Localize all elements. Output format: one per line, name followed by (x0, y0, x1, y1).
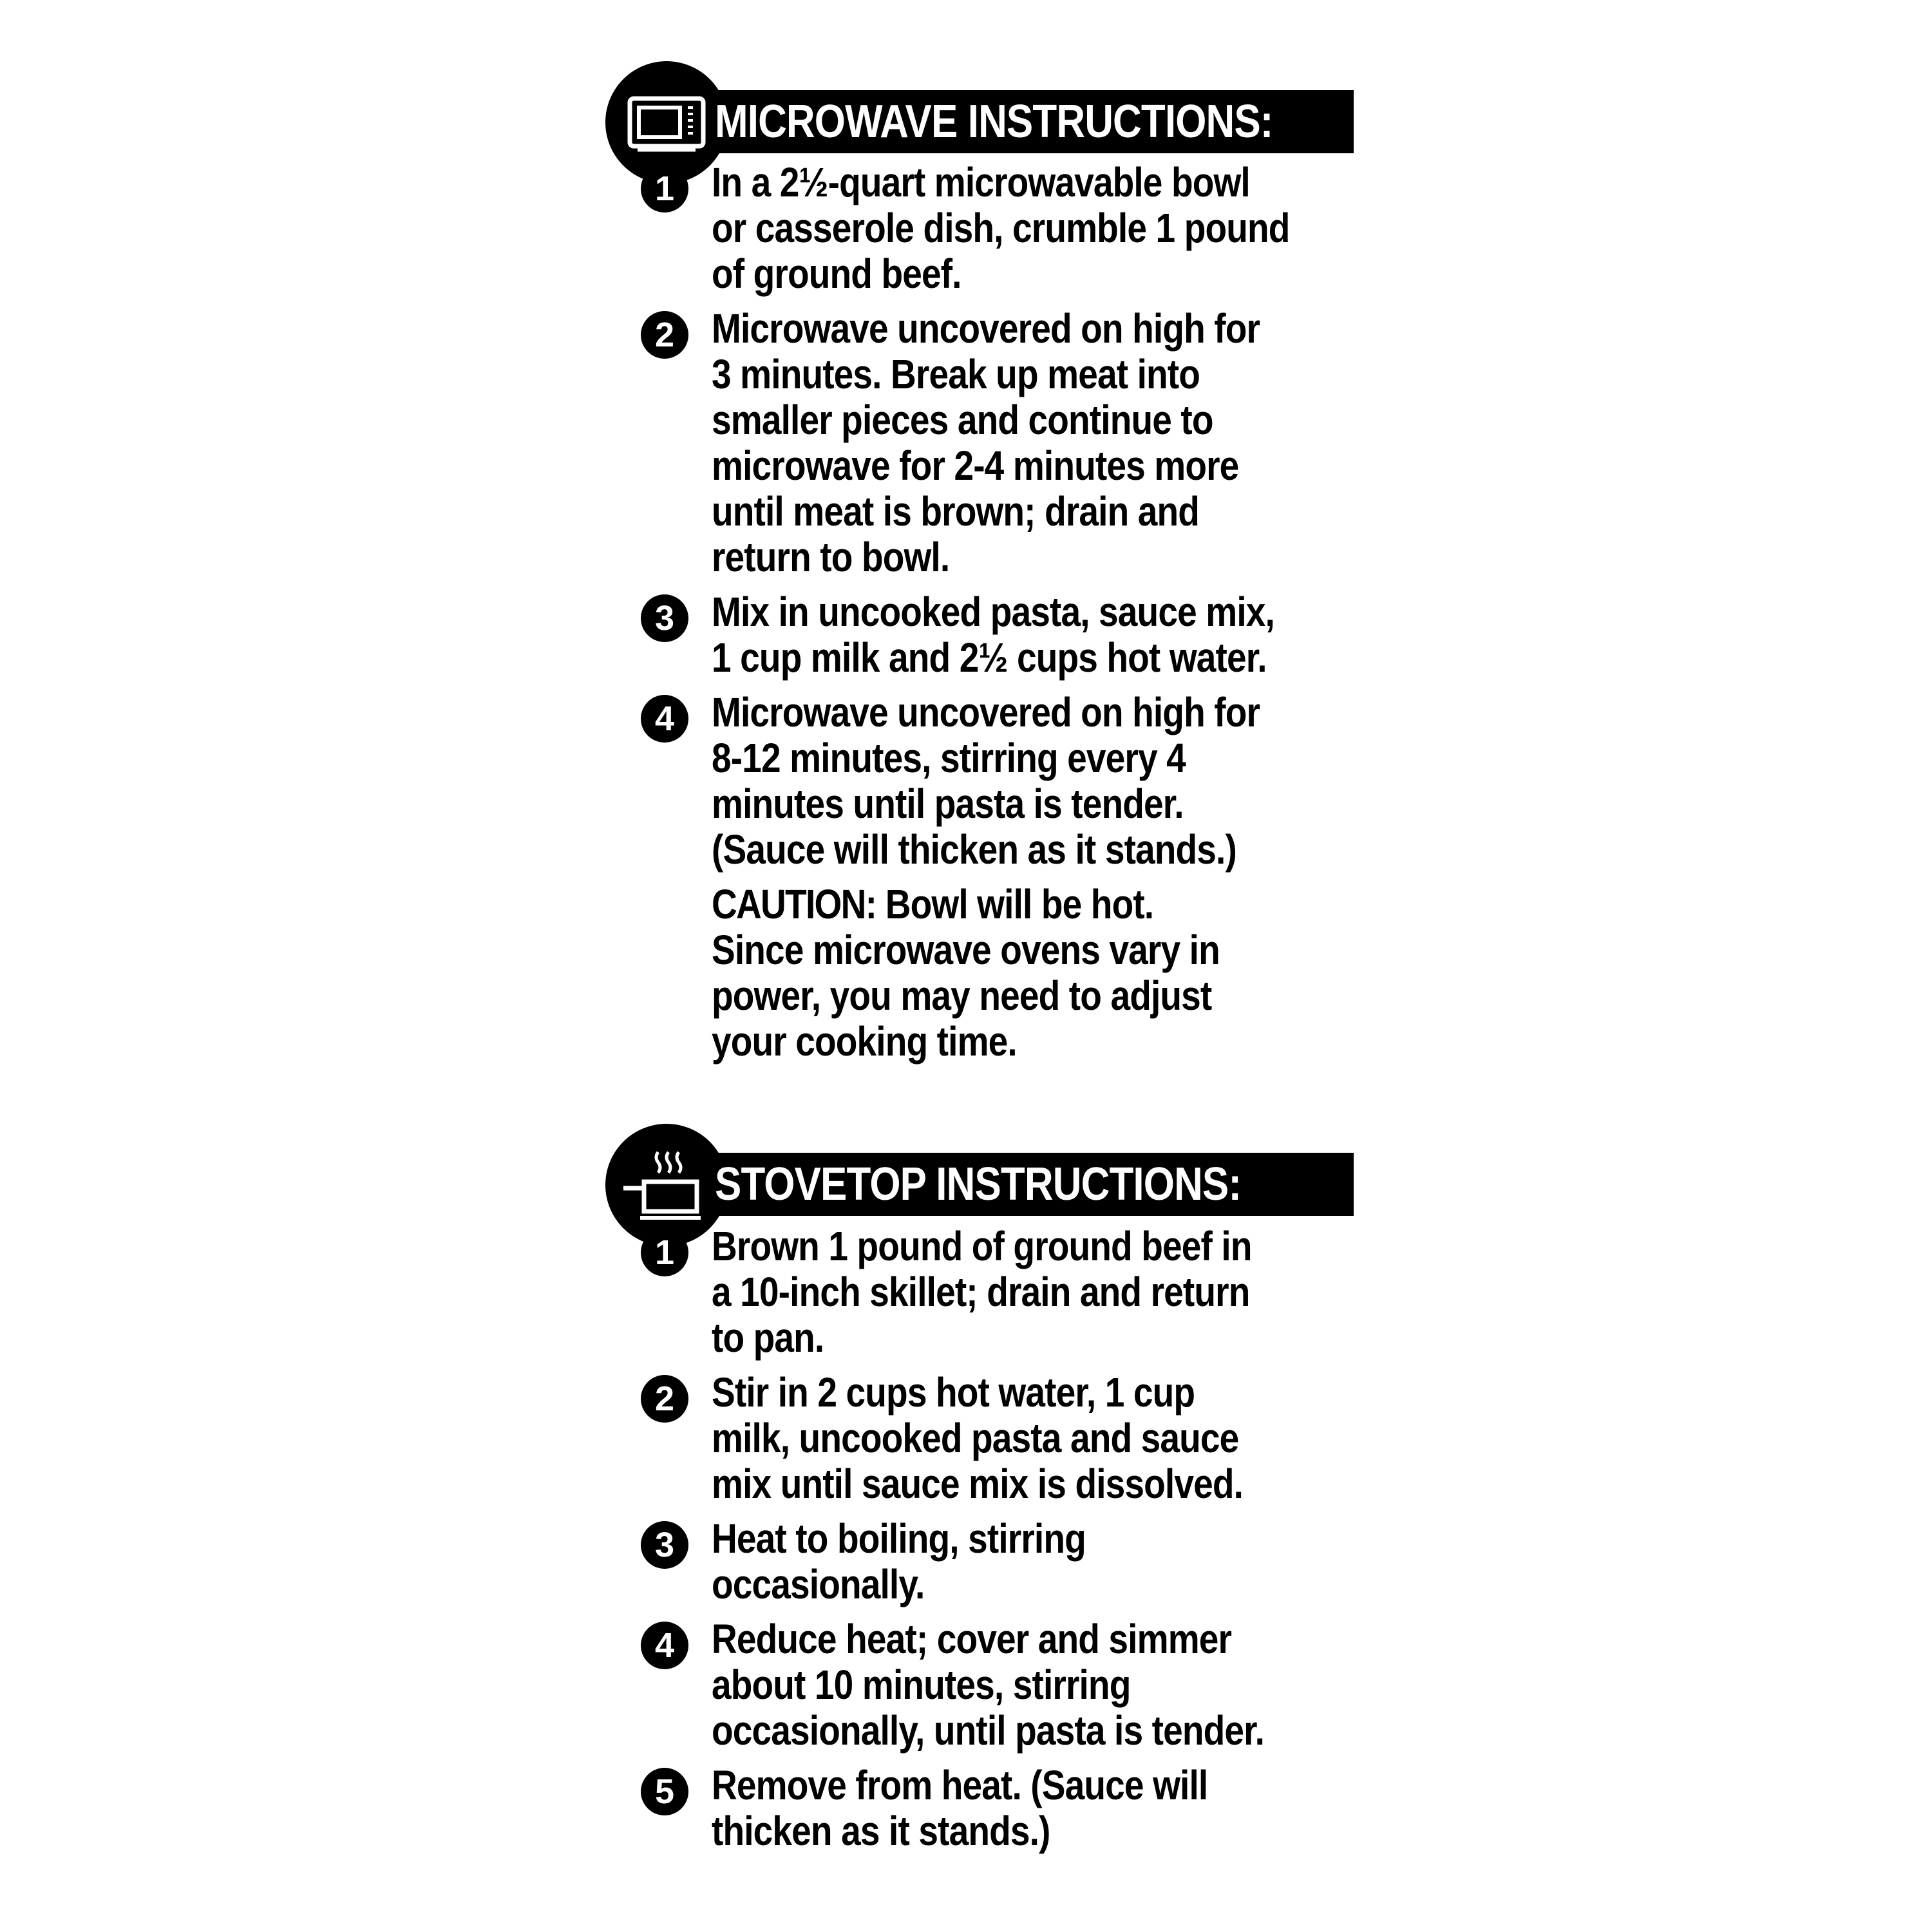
step-text: Stir in 2 cups hot water, 1 cup milk, uncooked pasta and sauce mix until sauce mix is dissolved. (712, 1369, 1244, 1507)
step-number: 3 (641, 594, 688, 642)
step-number: 4 (641, 1622, 688, 1669)
list-item (641, 1516, 1388, 1607)
step-text: Heat to boiling, stirring occasionally. (712, 1515, 1086, 1607)
step-number: 2 (641, 1375, 688, 1423)
step-text: In a 2½-quart microwavable bowl or casserole dish, crumble 1 pound of ground beef. (712, 159, 1290, 297)
step-number: 4 (641, 695, 688, 743)
caution-label: CAUTION: (712, 881, 876, 927)
step-number: 1 (641, 1229, 688, 1276)
microwave-title: MICROWAVE INSTRUCTIONS: (715, 96, 1273, 147)
list-item (641, 1616, 1388, 1754)
microwave-icon (618, 80, 715, 164)
list-item (641, 690, 1388, 873)
list-item (641, 160, 1388, 297)
caution-body: Bowl will be hot. Since microwave ovens vary in power, you may need to adjust your cooking time. (712, 881, 1220, 1065)
microwave-steps (641, 160, 1388, 1065)
step-number: 1 (641, 165, 688, 213)
caution-note (641, 882, 1388, 1065)
step-text: Remove from heat. (Sauce will thicken as it stands.) (712, 1762, 1208, 1854)
steaming-pot-icon (618, 1143, 715, 1227)
list-item (641, 1763, 1388, 1854)
stovetop-steps (641, 1224, 1388, 1863)
list-item (641, 306, 1388, 580)
step-number: 2 (641, 311, 688, 359)
list-item (641, 1224, 1388, 1361)
step-number: 5 (641, 1768, 688, 1815)
caution-text (712, 882, 1387, 1065)
step-number: 3 (641, 1521, 688, 1569)
step-text: Mix in uncooked pasta, sauce mix, 1 cup milk and 2½ cups hot water. (712, 589, 1274, 681)
step-text: Reduce heat; cover and simmer about 10 minutes, stirring occasionally, until pasta is tender. (712, 1616, 1265, 1754)
list-item (641, 589, 1388, 681)
step-text: Brown 1 pound of ground beef in a 10-inch skillet; drain and return to pan. (712, 1223, 1252, 1361)
stovetop-title: STOVETOP INSTRUCTIONS: (715, 1159, 1242, 1210)
step-text: Microwave uncovered on high for 8-12 minutes, stirring every 4 minutes until pasta is tender. (Sauce will thicken as it stands.) (712, 689, 1260, 873)
list-item (641, 1370, 1388, 1507)
step-text: Microwave uncovered on high for 3 minutes. Break up meat into smaller pieces and continue to microwave for 2-4 minutes more until meat is brown; drain and return to bowl. (712, 305, 1260, 580)
